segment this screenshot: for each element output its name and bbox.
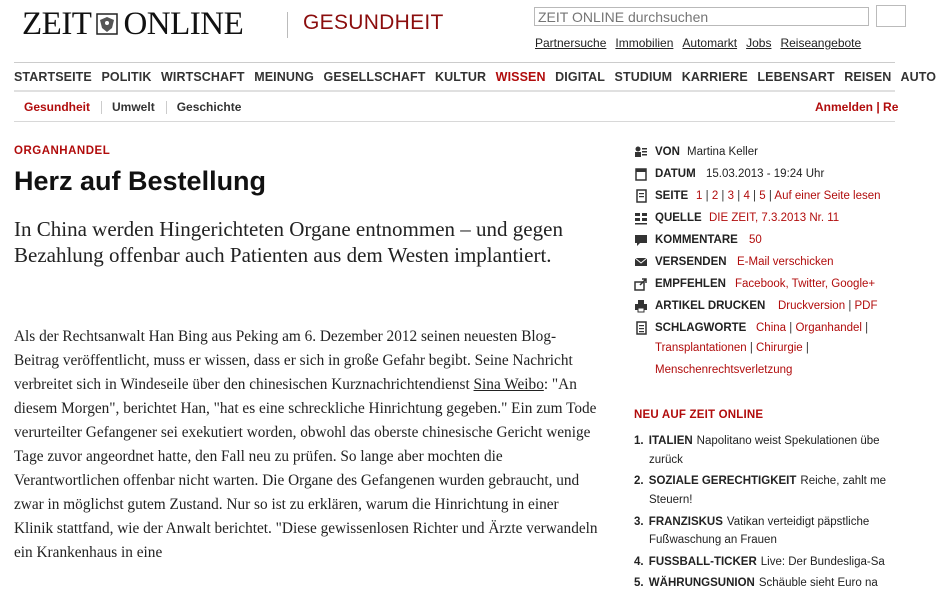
tags-line-1: China | Organhandel | — [756, 322, 869, 334]
nav-kultur[interactable]: KULTUR — [435, 70, 487, 84]
article-summary: In China werden Hingerichteten Organe entnommen – und gegen Bezahlung offenbar auch Patienten aus dem Westen implantiert. — [14, 217, 563, 267]
calendar-icon — [634, 167, 648, 181]
news-item-4[interactable] — [634, 554, 885, 570]
logo-divider — [287, 12, 288, 38]
nav-divider-top — [14, 62, 895, 63]
page-5-link[interactable]: 5 — [759, 190, 766, 202]
page-icon — [634, 189, 648, 203]
news-item-1[interactable] — [634, 433, 880, 449]
nav-wissen[interactable]: WISSEN — [495, 70, 546, 84]
nav-auto[interactable]: AUTO — [900, 70, 937, 84]
sub-navigation — [14, 100, 252, 114]
page-2-link[interactable]: 2 — [711, 190, 719, 202]
news-item-2[interactable] — [634, 473, 886, 489]
print-icon — [634, 299, 648, 313]
news-num: 4. — [634, 556, 644, 568]
subnav-gesundheit[interactable]: Gesundheit — [14, 101, 102, 114]
eagle-crest-icon — [94, 11, 120, 37]
search-input[interactable] — [534, 7, 869, 26]
link-partnersuche[interactable]: Partnersuche — [535, 36, 607, 50]
link-automarkt[interactable]: Automarkt — [682, 36, 738, 50]
nav-divider-mid — [14, 90, 895, 92]
news-text: Live: Der Bundesliga-Sa — [760, 556, 885, 568]
news-num: 1. — [634, 435, 644, 447]
news-heading: NEU AUF ZEIT ONLINE — [634, 409, 764, 421]
tag-icon — [634, 321, 648, 335]
mail-icon — [634, 255, 648, 269]
page-4-link[interactable]: 4 — [743, 190, 750, 202]
comment-icon — [634, 233, 648, 247]
news-num: 2. — [634, 475, 644, 487]
news-title: WÄHRUNGSUNION — [648, 577, 755, 589]
news-item-2-cont[interactable]: Steuern! — [649, 494, 693, 506]
news-title: FRANZISKUS — [648, 516, 723, 528]
link-jobs[interactable]: Jobs — [746, 36, 772, 50]
page-1-link[interactable]: 1 — [696, 190, 703, 202]
news-text: Schäuble sieht Euro na — [758, 577, 878, 589]
link-reiseangebote[interactable]: Reiseangebote — [780, 36, 862, 50]
news-item-3-cont[interactable]: Fußwaschung an Frauen — [649, 534, 777, 546]
news-title: ITALIEN — [648, 435, 693, 447]
link-immobilien[interactable]: Immobilien — [615, 36, 674, 50]
login-link[interactable]: Anmelden | Re — [815, 100, 899, 114]
print-version-link[interactable]: Druckversion — [778, 300, 846, 312]
tag-menschenrechtsverletzung[interactable]: Menschenrechtsverletzung — [655, 364, 793, 376]
body-text-1: Als der Rechtsanwalt Han Bing aus Peking am 6. Dezember 2012 seinen neuesten Blog-Beitrag veröffentlicht, muss er wissen, dass er sich in große Gefahr begibt. Seine Nachricht verbreitet sich in Windeseile über den chinesischen Kurznachrichtendienst — [14, 328, 573, 393]
tag-transplantationen[interactable]: Transplantationen — [655, 342, 747, 354]
nav-studium[interactable]: STUDIUM — [614, 70, 673, 84]
news-text: Reiche, zahlt me — [800, 475, 887, 487]
sina-weibo-link[interactable]: Sina Weibo — [473, 376, 544, 393]
tag-china[interactable]: China — [756, 322, 787, 334]
meta-drucken-label: ARTIKEL DRUCKEN — [655, 300, 766, 312]
subnav-geschichte[interactable]: Geschichte — [176, 100, 242, 114]
subnav-umwelt[interactable]: Umwelt — [102, 101, 167, 114]
meta-von-label: VON — [655, 146, 680, 158]
nav-lebensart[interactable]: LEBENSART — [757, 70, 835, 84]
tags-line-2: Transplantationen | Chirurgie | — [655, 342, 809, 354]
print-links: Druckversion | PDF — [778, 300, 878, 312]
meta-date: 15.03.2013 - 19:24 Uhr — [706, 168, 825, 180]
nav-digital[interactable]: DIGITAL — [555, 70, 605, 84]
news-text: Napolitano weist Spekulationen übe — [696, 435, 880, 447]
search-button[interactable] — [876, 5, 906, 27]
nav-gesellschaft[interactable]: GESELLSCHAFT — [323, 70, 426, 84]
news-item-5[interactable] — [634, 575, 878, 591]
nav-karriere[interactable]: KARRIERE — [681, 70, 748, 84]
meta-kommentare-label: KOMMENTARE — [655, 234, 738, 246]
news-num: 3. — [634, 516, 644, 528]
email-link[interactable]: E-Mail verschicken — [737, 256, 834, 268]
news-title: SOZIALE GERECHTIGKEIT — [648, 475, 797, 487]
section-title[interactable]: GESUNDHEIT — [303, 11, 444, 34]
article-kicker: ORGANHANDEL — [14, 145, 111, 157]
nav-startseite[interactable]: STARTSEITE — [14, 70, 92, 84]
logo-text-zeit: ZEIT — [22, 6, 92, 42]
meta-empfehlen-label: EMPFEHLEN — [655, 278, 726, 290]
nav-politik[interactable]: POLITIK — [101, 70, 152, 84]
news-item-1-cont[interactable]: zurück — [649, 454, 683, 466]
page-3-link[interactable]: 3 — [727, 190, 735, 202]
main-navigation — [14, 70, 942, 84]
tag-chirurgie[interactable]: Chirurgie — [756, 342, 803, 354]
comment-count-link[interactable]: 50 — [749, 234, 762, 246]
meta-versenden-label: VERSENDEN — [655, 256, 727, 268]
author-icon — [634, 145, 648, 159]
body-text-2: : "An diesem Morgen", berichtet Han, "hat es eine schreckliche Hinrichtung gegeben." Ein zum Tode verurteilter Gefangener sei exekutiert worden, obwohl das oberste chinesische Gericht wenige Tage zuvor angeordnet hatte, den Fall neu zu prüfen. So lange aber mochten die Verantwortlichen offenbar nicht warten. Die Organe des Gefangenen wurden gebraucht, und zwar in möglichst gutem Zustand. Nur so ist zu erklären, warum die Hinrichtung in einer Klinik stattfand, wie der Anwalt berichtet. "Diese gewissenlosen Richter und Ärzte verwandeln ein Krankenhaus in eine — [14, 376, 598, 561]
single-page-link[interactable]: Auf einer Seite lesen — [774, 190, 881, 202]
pdf-link[interactable]: PDF — [854, 300, 878, 312]
news-num: 5. — [634, 577, 644, 589]
meta-source[interactable]: DIE ZEIT, 7.3.2013 Nr. 11 — [709, 212, 840, 224]
zeit-online-logo[interactable] — [22, 6, 243, 43]
article-body — [14, 325, 599, 565]
meta-quelle-label: QUELLE — [655, 212, 702, 224]
page-links: 1 | 2 | 3 | 4 | 5 | Auf einer Seite lesen — [696, 190, 881, 202]
article-headline: Herz auf Bestellung — [14, 166, 267, 196]
social-share-link[interactable]: Facebook, Twitter, Google+ — [735, 278, 876, 290]
nav-divider-bottom — [14, 121, 895, 122]
tag-organhandel[interactable]: Organhandel — [795, 322, 862, 334]
meta-schlagworte-label: SCHLAGWORTE — [655, 322, 747, 334]
meta-seite-label: SEITE — [655, 190, 689, 202]
news-title: FUSSBALL-TICKER — [648, 556, 757, 568]
nav-meinung[interactable]: MEINUNG — [254, 70, 314, 84]
news-item-3[interactable] — [634, 514, 869, 530]
nav-reisen[interactable]: REISEN — [844, 70, 892, 84]
logo-text-online: ONLINE — [123, 6, 244, 42]
share-icon — [634, 277, 648, 291]
nav-wirtschaft[interactable]: WIRTSCHAFT — [161, 70, 245, 84]
meta-datum-label: DATUM — [655, 168, 696, 180]
meta-author[interactable]: Martina Keller — [687, 146, 758, 158]
service-links — [535, 36, 870, 50]
source-icon — [634, 211, 648, 225]
news-text: Vatikan verteidigt päpstliche — [726, 516, 870, 528]
